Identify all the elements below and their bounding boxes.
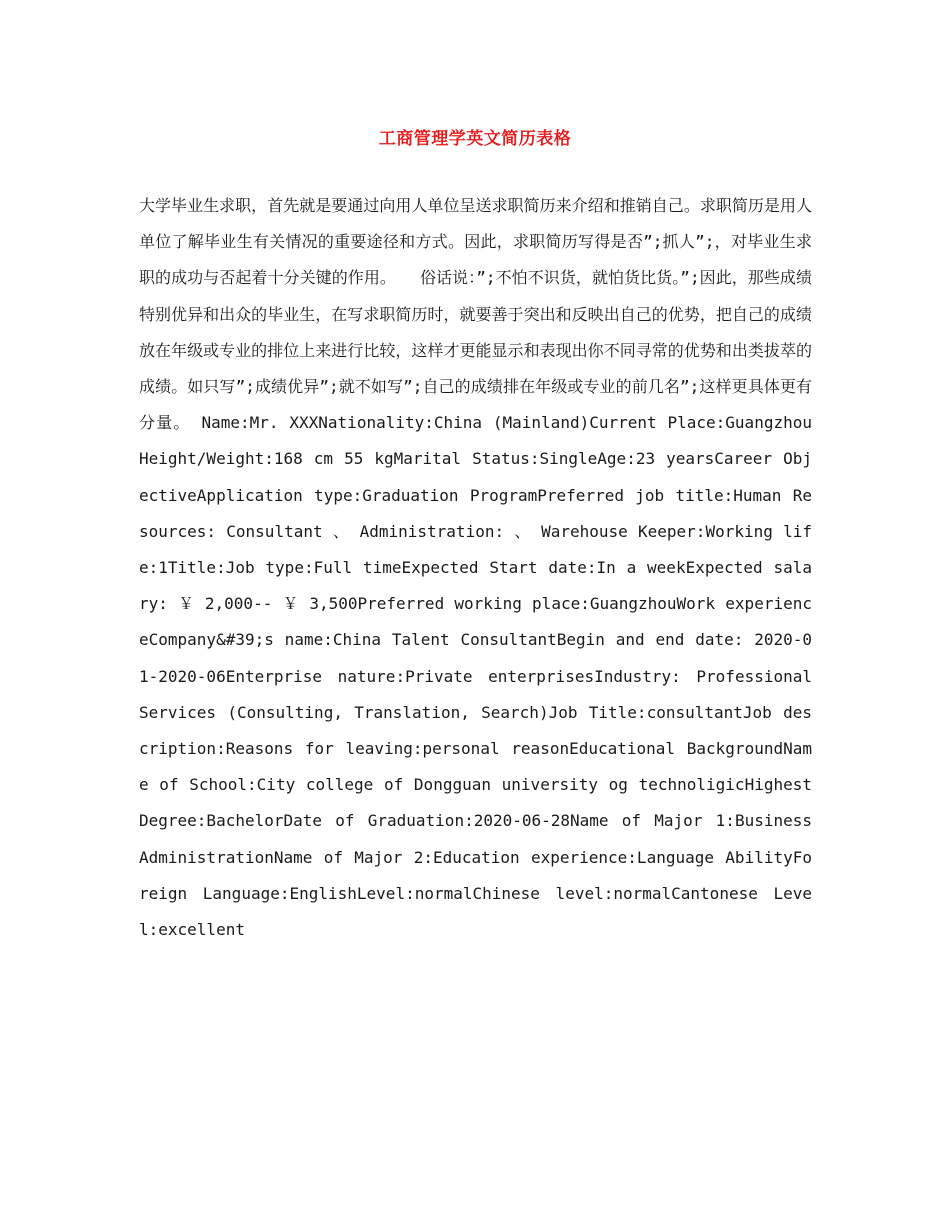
document-title: 工商管理学英文简历表格 xyxy=(378,129,572,149)
document-body-paragraph: 大学毕业生求职，首先就是要通过向用人单位呈送求职简历来介绍和推销自己。求职简历是用人单位了解毕业生有关情况的重要途径和方式。因此，求职简历写得是否”;抓人”;，对毕业生求职的成功与否起着十分关键的作用。 俗话说：”;不怕不识货，就怕货比货。”;因此，那些成绩特别优异和出众的毕业生，在写求职简历时，就要善于突出和反映出自己的优势，把自己的成绩放在年级或专业的排位上来进行比较，这样才更能显示和表现出你不同寻常的优势和出类拔萃的成绩。如只写”;成绩优异”;就不如写”;自己的成绩排在年级或专业的前几名”;这样更具体更有分量。 Name:Mr. XXXNationality:China (Mainland)Current Place:GuangzhouHeight/Weight:168 cm 55 kgMarital Status:SingleAge:23 yearsCareer ObjectiveApplication type:Graduation ProgramPreferred job title:Human Resources: Consultant 、 Administration: 、 Warehouse Keeper:Working life:1Title:Job type:Full timeExpected Start date:In a weekExpected salary: ￥ 2,000-- ￥ 3,500Preferred working place:GuangzhouWork experienceCompany&#39;s name:China Talent ConsultantBegin and end date: 2020-01-2020-06Enterprise nature:Private enterprisesIndustry: Professional Services (Consulting, Translation, Search)Job Title:consultantJob description:Reasons for leaving:personal reasonEducational BackgroundName of School:City college of Dongguan university og technoligicHighest Degree:BachelorDate of Graduation:2020-06-28Name of Major 1:Business AdministrationName of Major 2:Education experience:Language AbilityForeign Language:EnglishLevel:normalChinese level:normalCantonese Level:excellent xyxy=(139,196,812,940)
